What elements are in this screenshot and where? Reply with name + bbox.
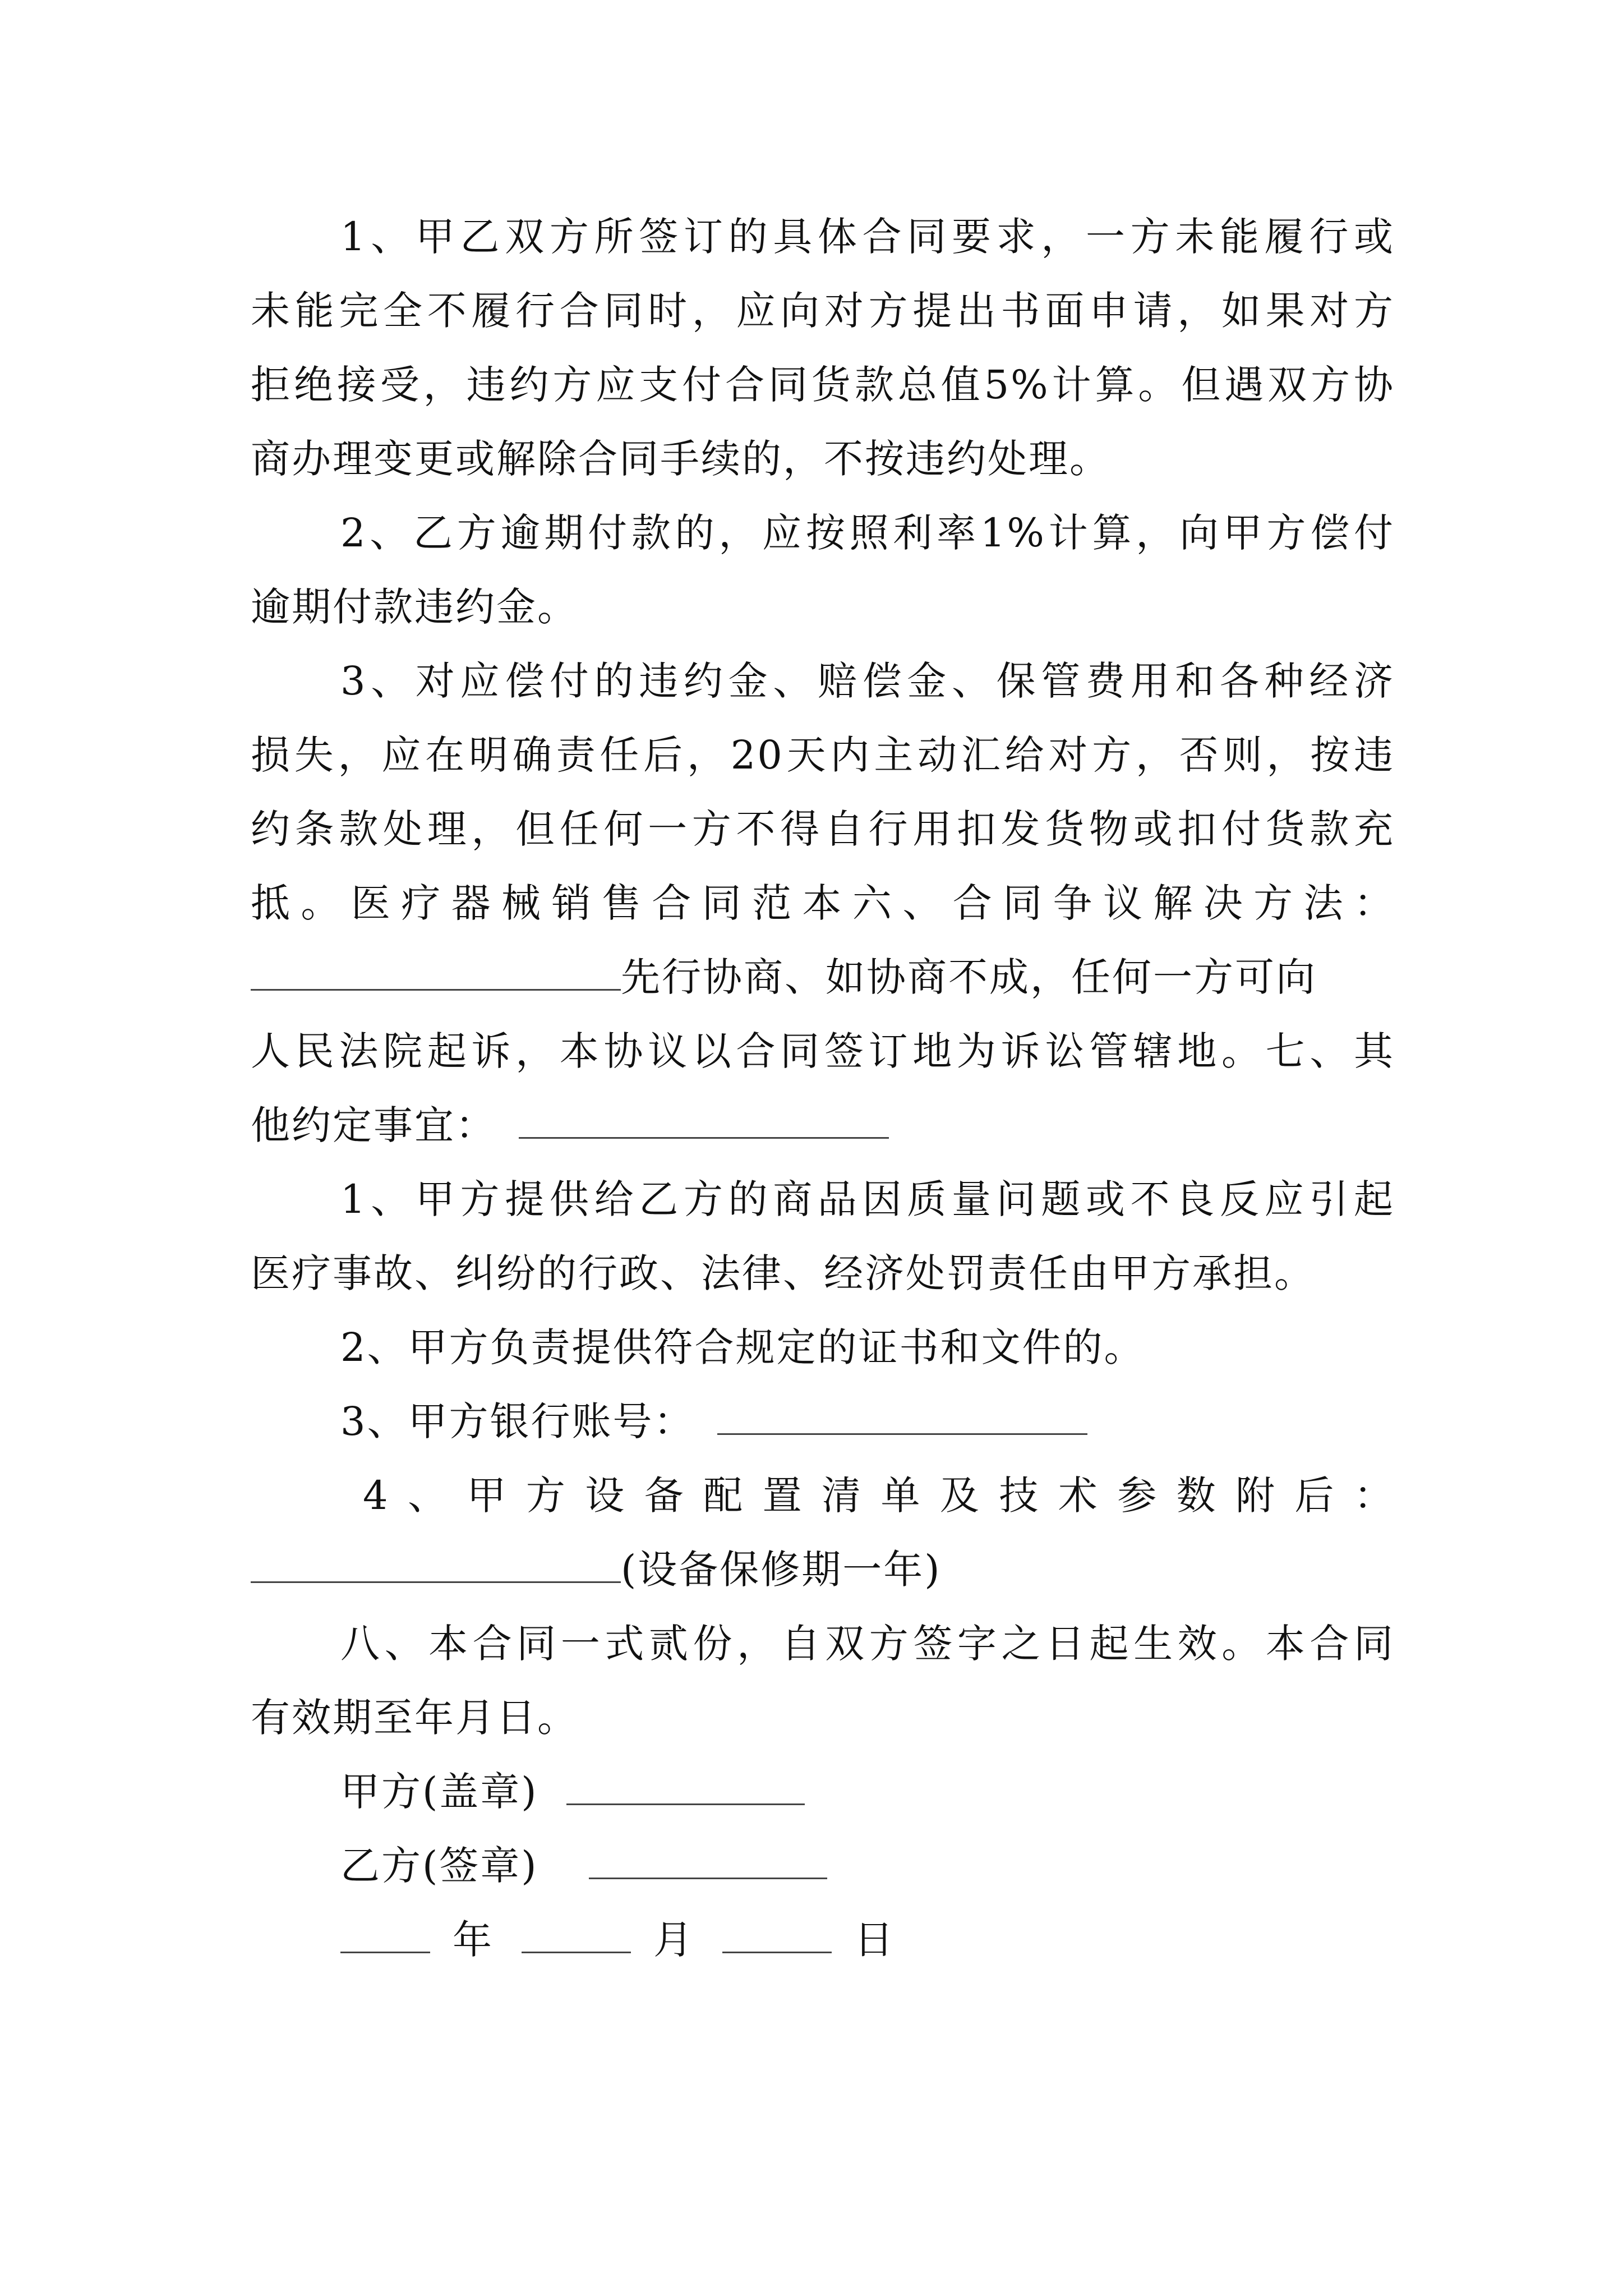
paragraph-line: 1、甲方提供给乙方的商品因质量问题或不良反应引起 [340,1176,1395,1222]
paragraph-line: 抵。医疗器械销售合同范本六、合同争议解决方法： [251,880,1395,926]
paragraph-line-with-blank [251,1542,942,1598]
warranty-text: (设备保修期一年) [621,1547,942,1593]
party-a-seal-blank[interactable] [566,1769,805,1805]
paragraph-line: 人民法院起诉，本协议以合同签订地为诉讼管辖地。七、其 [251,1028,1395,1074]
paragraph-line: 未能完全不履行合同时，应向对方提出书面申请，如果对方 [251,288,1395,334]
month-label: 月 [653,1917,694,1963]
bank-account-label: 3、甲方银行账号： [340,1398,695,1444]
month-blank[interactable] [522,1917,631,1953]
year-blank[interactable] [340,1917,430,1953]
equipment-list-blank[interactable] [251,1547,621,1583]
party-b-label: 乙方(签章) [340,1843,538,1889]
paragraph-line-with-blank [340,1393,1087,1450]
day-label: 日 [854,1917,895,1963]
party-a-signature-line [340,1764,805,1820]
paragraph-line-with-blank [251,949,1317,1005]
dispute-text: 先行协商、如协商不成，任何一方可向 [621,954,1317,1000]
paragraph-line: 医疗事故、纠纷的行政、法律、经济处罚责任由甲方承担。 [251,1250,1315,1296]
paragraph-line: 损失，应在明确责任后，20天内主动汇给对方，否则，按违 [251,732,1395,778]
date-line [340,1912,895,1968]
paragraph-line: 商办理变更或解除合同手续的，不按违约处理。 [251,436,1110,482]
bank-account-blank[interactable] [717,1398,1087,1435]
paragraph-line: 2、甲方负责提供符合规定的证书和文件的。 [340,1324,1145,1370]
paragraph-line: 逾期付款违约金。 [251,584,578,630]
paragraph-line-with-blank [251,1097,889,1153]
paragraph-line: 2、乙方逾期付款的，应按照利率1%计算，向甲方偿付 [340,510,1395,556]
paragraph-line: 3、对应偿付的违约金、赔偿金、保管费用和各种经济 [340,658,1395,704]
day-blank[interactable] [722,1917,832,1953]
party-a-label: 甲方(盖章) [340,1769,538,1815]
party-b-sign-blank[interactable] [589,1843,827,1879]
year-label: 年 [453,1917,494,1963]
paragraph-line: 约条款处理，但任何一方不得自行用扣发货物或扣付货款充 [251,806,1395,852]
other-matters-label: 他约定事宜： [251,1102,496,1148]
paragraph-line: 1、甲乙双方所签订的具体合同要求，一方未能履行或 [340,214,1395,260]
paragraph-line: 拒绝接受，违约方应支付合同货款总值5%计算。但遇双方协 [251,362,1395,408]
paragraph-line: 八、本合同一式贰份，自双方签字之日起生效。本合同 [340,1621,1395,1667]
other-matters-blank[interactable] [519,1102,889,1139]
dispute-blank[interactable] [251,954,621,991]
paragraph-line: 有效期至年月日。 [251,1695,578,1741]
party-b-signature-line [340,1838,827,1894]
paragraph-line: 4、甲方设备配置清单及技术参数附后： [363,1473,1395,1519]
